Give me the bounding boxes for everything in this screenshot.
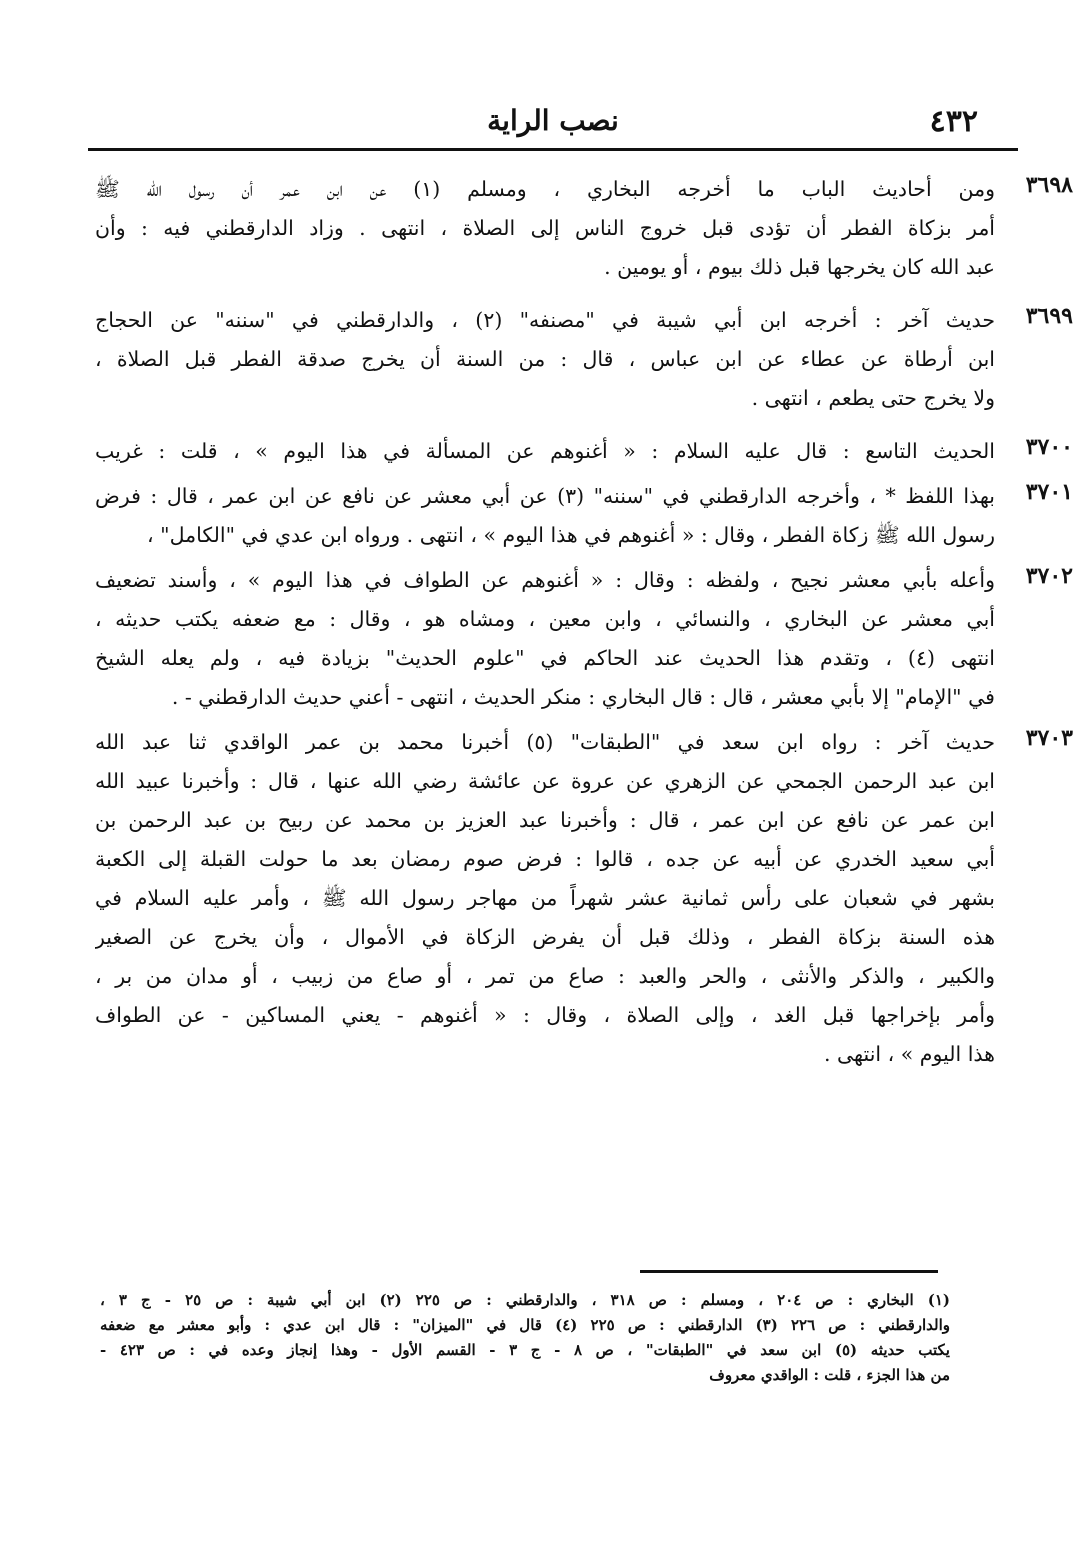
- hadith-entry: [95, 561, 1073, 717]
- footnote-divider: [640, 1270, 938, 1273]
- text-line: حديث آخر : أخرجه ابن أبي شيبة في "مصنفه" (٢) ، والدارقطني في "سننه" عن الحجاج: [95, 308, 995, 332]
- footnotes: [100, 1288, 950, 1388]
- entry-number: ٣٧٠١: [1025, 479, 1073, 505]
- text-line: ولا يخرج حتى يطعم ، انتهى .: [751, 386, 995, 410]
- text-line: ابن عبد الرحمن الجمحي عن الزهري عن عروة عن عائشة رضي الله عنها ، قال : وأخبرنا عبيد الله: [95, 769, 995, 793]
- entry-number: ٣٧٠٢: [1025, 563, 1073, 589]
- running-title: نصب الراية: [487, 104, 619, 137]
- footnote-line: (١) البخاري : ص ٢٠٤ ، ومسلم : ص ٣١٨ ، والدارقطني : ص ٢٢٥ (٢) ابن أبي شيبة : ص ٢٥ - ج ٣ ،: [100, 1291, 950, 1309]
- text-line: والكبير ، والذكر والأنثى ، والحر والعبد : صاع من تمر ، أو صاع من زبيب ، أو مدان من بر ،: [95, 964, 995, 988]
- entry-number: ٣٧٠٣: [1025, 725, 1073, 751]
- text-line: هذه السنة بزكاة الفطر ، وذلك قبل أن يفرض الزكاة في الأموال ، وأن يخرج عن الصغير: [95, 925, 995, 949]
- text-line: هذا اليوم » ، انتهى .: [823, 1042, 995, 1066]
- hadith-entry: [95, 170, 1073, 287]
- main-text: [95, 170, 1073, 1080]
- text-line: حديث آخر : رواه ابن سعد في "الطبقات" (٥) أخبرنا محمد بن عمر الواقدي ثنا عبد الله: [95, 730, 995, 754]
- text-line: أبي معشر عن البخاري ، والنسائي ، وابن معين ، ومشاه هو ، وقال : مع ضعفه يكتب حديثه ،: [95, 607, 995, 631]
- entry-number: ٣٧٠٠: [1025, 434, 1073, 460]
- hadith-entry: [95, 301, 1073, 418]
- footnote-line: من هذا الجزء ، قلت : الواقدي معروف: [709, 1366, 950, 1384]
- text-line: أمر بزكاة الفطر أن تؤدى قبل خروج الناس إلى الصلاة ، انتهى . وزاد الدارقطني فيه : وأن: [95, 216, 995, 240]
- hadith-entry: [95, 432, 1073, 471]
- footnote-line: والدارقطني : ص ٢٢٦ (٣) الدارقطني : ص ٢٢٥ (٤) قال في "الميزان" : قال ابن عدي : وأبو معشر مع ضعفه: [100, 1316, 950, 1334]
- text-line: بشهر في شعبان على رأس ثمانية عشر شهراً من مهاجر رسول الله ﷺ ، وأمر عليه السلام في: [95, 886, 995, 910]
- text-line: وأعله بأبي معشر نجيح ، ولفظه : وقال : « أغنوهم عن الطواف في هذا اليوم » ، وأسند تضعيف: [95, 568, 995, 592]
- text-line: الحديث التاسع : قال عليه السلام : « أغنوهم عن المسألة في هذا اليوم » ، قلت : غريب: [95, 439, 995, 463]
- text-line: انتهى (٤) ، وتقدم هذا الحديث عند الحاكم في "علوم الحديث" بزيادة فيه ، ولم يعله الشيخ: [95, 646, 995, 670]
- text-line: رسول الله ﷺ زكاة الفطر ، وقال : « أغنوهم في هذا اليوم » ، انتهى . ورواه ابن عدي في "الكامل" ،: [147, 523, 995, 547]
- entry-number: ٣٦٩٩: [1025, 303, 1073, 329]
- text-line: بهذا اللفظ * ، وأخرجه الدارقطني في "سننه" (٣) عن أبي معشر عن نافع عن ابن عمر ، قال : فرض: [95, 484, 995, 508]
- footnote-line: يكتب حديثه (٥) ابن سعد في "الطبقات" ، ص ٨ - ج ٣ - القسم الأول - وهذا إنجاز وعده في : ص ٤٢٣ -: [100, 1341, 950, 1359]
- page-header: [88, 100, 1018, 151]
- text-line: أبي سعيد الخدري عن أبيه عن جده ، قالوا : فرض صوم رمضان بعد ما حولت القبلة إلى الكعبة: [95, 847, 995, 871]
- entry-number: ٣٦٩٨: [1025, 172, 1073, 198]
- text-line: عبد الله كان يخرجها قبل ذلك بيوم ، أو يومين .: [604, 255, 995, 279]
- text-line: ابن عمر عن نافع عن ابن عمر ، قال : وأخبرنا عبد العزيز بن محمد عن ربيح بن عبد الرحمن بن: [95, 808, 995, 832]
- text-line: ومن أحاديث الباب ما أخرجه البخاري ، ومسلم (١) عن ابن عمر أن رسول الله ﷺ: [95, 177, 995, 201]
- text-line: وأمر بإخراجها قبل الغد ، وإلى الصلاة ، وقال : « أغنوهم - يعني المساكين - عن الطواف: [95, 1003, 995, 1027]
- hadith-entry: [95, 723, 1073, 1074]
- page-number: ٤٣٢: [929, 104, 978, 139]
- text-line: في "الإمام" إلا بأبي معشر ، قال : قال البخاري : منكر الحديث ، انتهى - أعني حديث الدارقطني - .: [171, 685, 995, 709]
- hadith-entry: [95, 477, 1073, 555]
- text-line: ابن أرطاة عن عطاء عن ابن عباس ، قال : من السنة أن يخرج صدقة الفطر قبل الصلاة ،: [95, 347, 995, 371]
